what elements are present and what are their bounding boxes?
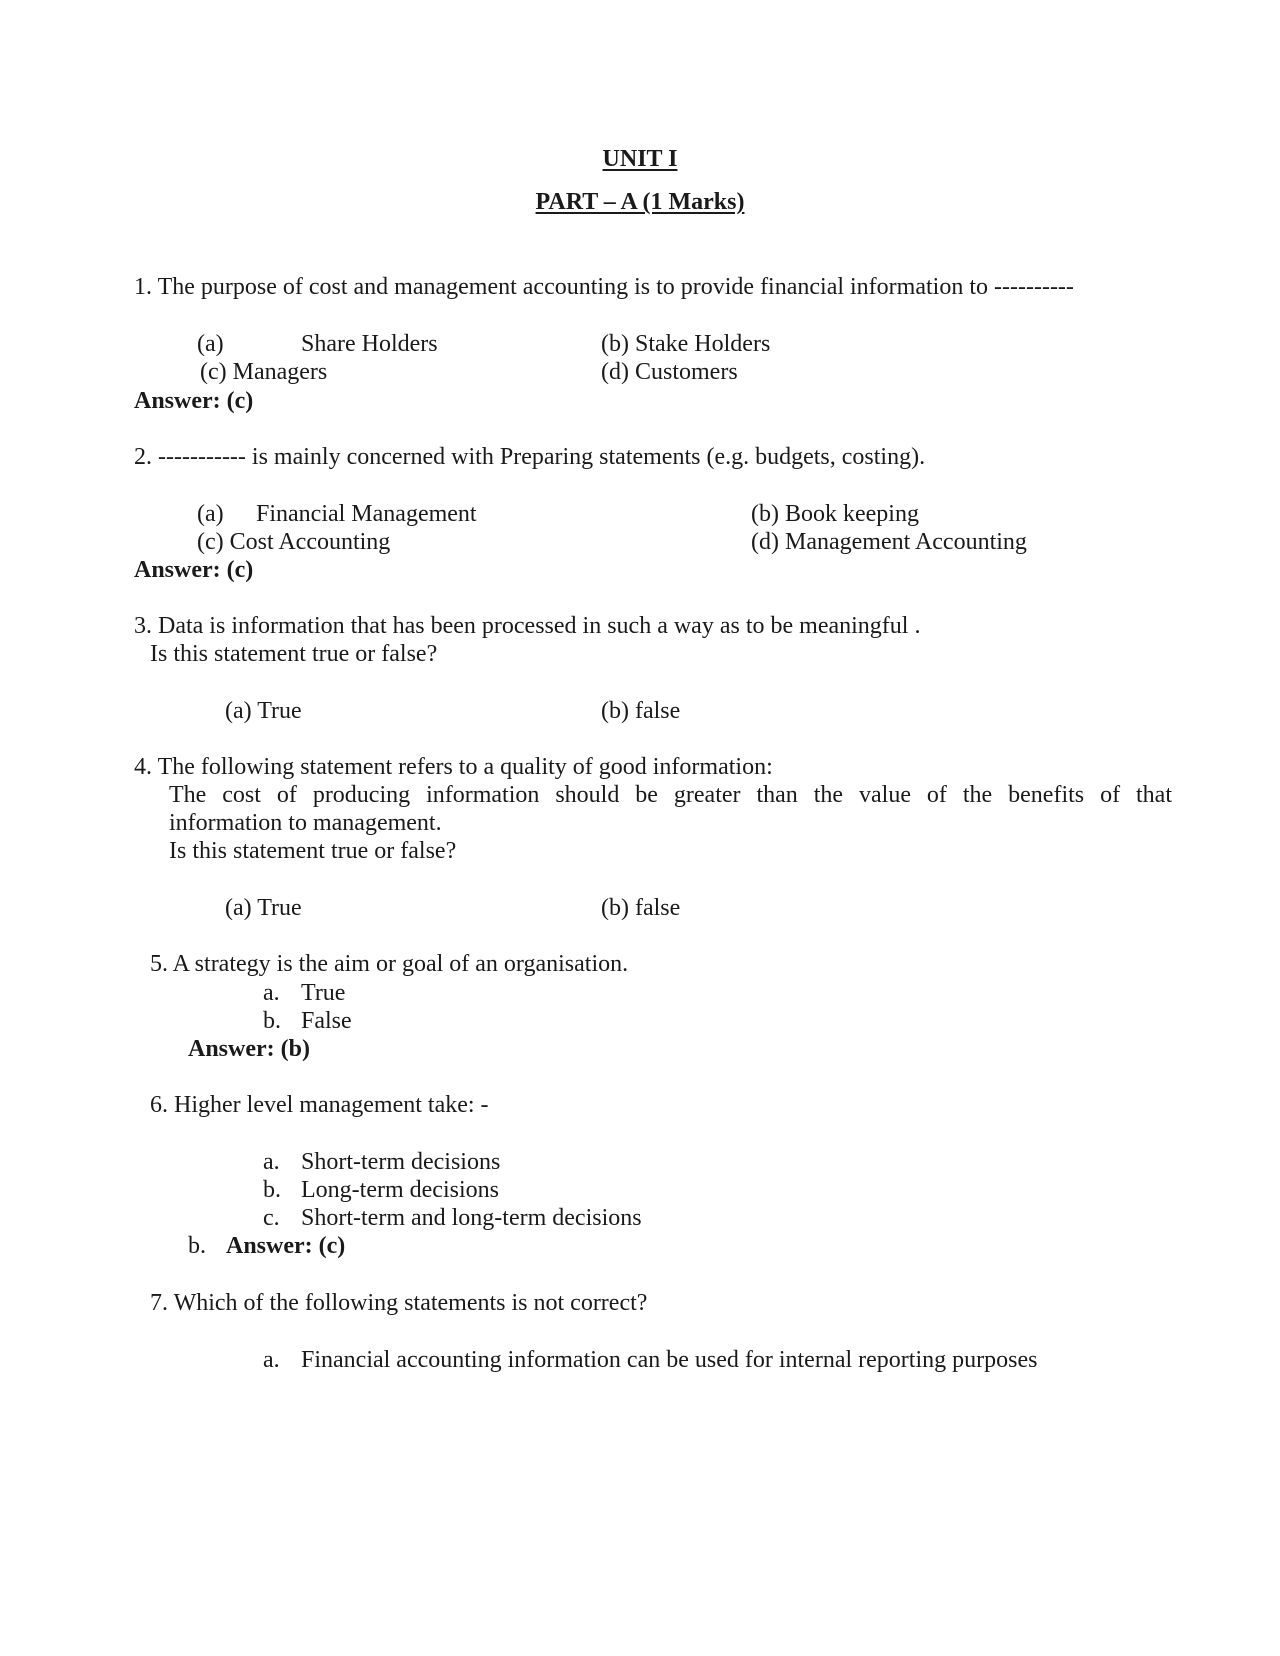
question-3: 3. Data is information that has been processed in such a way as to be meaningful . xyxy=(134,613,921,639)
question-5: 5. A strategy is the aim or goal of an organisation. xyxy=(150,951,629,977)
q1-option-c: (c) Managers xyxy=(200,359,328,385)
q1-answer: Answer: (c) xyxy=(134,388,254,414)
q6-option-b-letter: b. xyxy=(263,1177,281,1203)
q5-answer: Answer: (b) xyxy=(188,1036,310,1062)
q3-option-a: (a) True xyxy=(225,698,302,724)
q7-option-a-letter: a. xyxy=(263,1347,280,1373)
q6-option-b-text: Long-term decisions xyxy=(301,1177,499,1203)
q2-answer: Answer: (c) xyxy=(134,557,254,583)
q5-option-b-letter: b. xyxy=(263,1008,281,1034)
q2-option-d: (d) Management Accounting xyxy=(751,529,1027,555)
question-4: 4. The following statement refers to a quality of good information: xyxy=(134,754,773,780)
q5-option-a-text: True xyxy=(301,980,346,1006)
q6-answer: Answer: (c) xyxy=(226,1233,346,1259)
q6-option-a-text: Short-term decisions xyxy=(301,1149,501,1175)
q6-option-a-letter: a. xyxy=(263,1149,280,1175)
q1-option-d: (d) Customers xyxy=(601,359,738,385)
q6-option-c-letter: c. xyxy=(263,1205,280,1231)
question-7: 7. Which of the following statements is not correct? xyxy=(150,1290,648,1316)
q3-option-b: (b) false xyxy=(601,698,681,724)
part-title: PART – A (1 Marks) xyxy=(535,189,745,215)
question-4-prompt: Is this statement true or false? xyxy=(169,838,457,864)
question-1: 1. The purpose of cost and management accounting is to provide financial information to ---------- xyxy=(134,274,1074,300)
q1-option-a-text: Share Holders xyxy=(301,331,438,357)
question-2: 2. ----------- is mainly concerned with Preparing statements (e.g. budgets, costing). xyxy=(134,444,926,470)
unit-title: UNIT I xyxy=(602,146,678,172)
question-4-statement-cont: information to management. xyxy=(169,810,442,836)
q2-option-b: (b) Book keeping xyxy=(751,501,919,527)
q2-option-a-text: Financial Management xyxy=(256,501,477,527)
q5-option-b-text: False xyxy=(301,1008,352,1034)
q6-answer-letter: b. xyxy=(188,1233,206,1259)
question-6: 6. Higher level management take: - xyxy=(150,1092,489,1118)
q4-option-a: (a) True xyxy=(225,895,302,921)
question-3-prompt: Is this statement true or false? xyxy=(150,641,438,667)
q6-option-c-text: Short-term and long-term decisions xyxy=(301,1205,642,1231)
q4-option-b: (b) false xyxy=(601,895,681,921)
q1-option-a-letter: (a) xyxy=(197,331,224,357)
q1-option-b: (b) Stake Holders xyxy=(601,331,771,357)
q5-option-a-letter: a. xyxy=(263,980,280,1006)
q2-option-c: (c) Cost Accounting xyxy=(197,529,391,555)
q2-option-a-letter: (a) xyxy=(197,501,224,527)
q7-option-a-text: Financial accounting information can be used for internal reporting purposes xyxy=(301,1347,1038,1373)
question-4-statement: The cost of producing information should be greater than the value of the benefits of that xyxy=(169,782,1172,808)
